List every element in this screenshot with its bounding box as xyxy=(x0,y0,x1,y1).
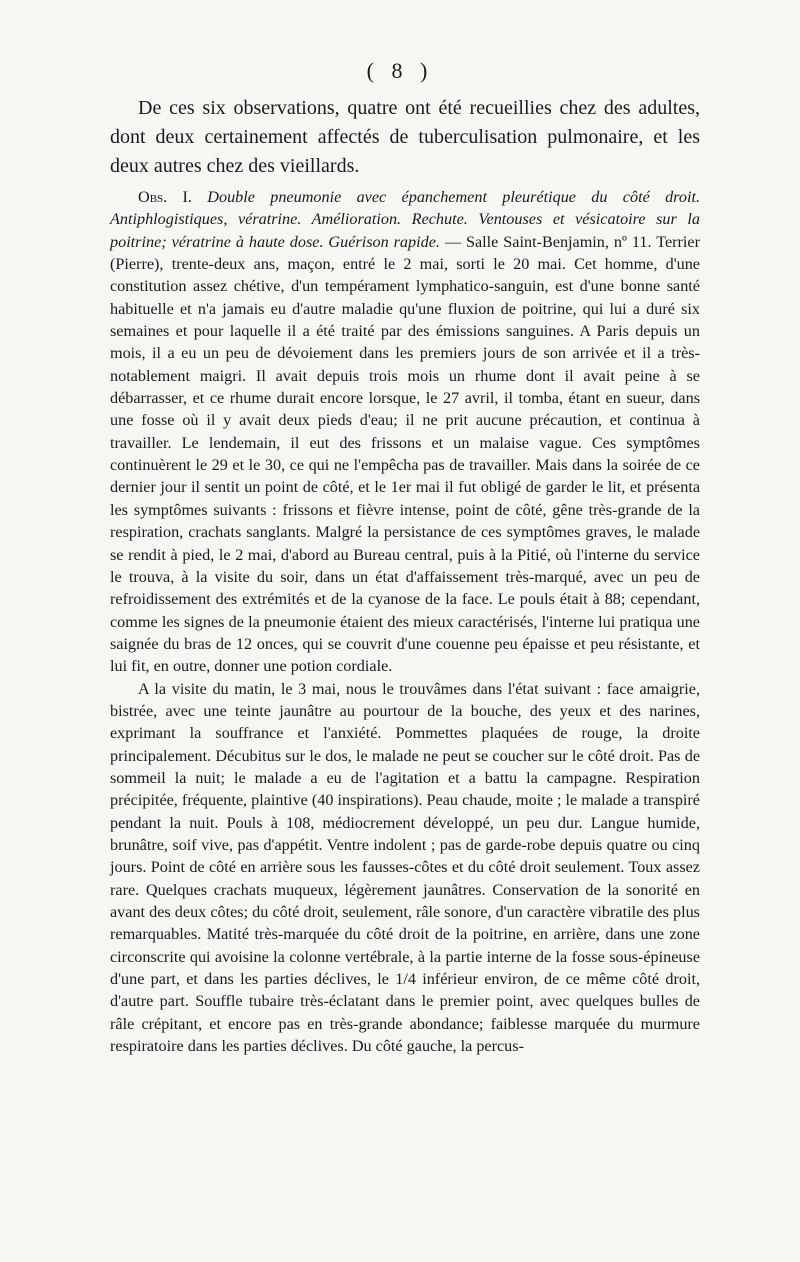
observation-text: — Salle Saint-Benjamin, nº 11. Terrier (Pierre), trente-deux ans, maçon, entré le 2 mai, sorti le 20 mai. Cet homme, d'une constitution assez chétive, d'un tempérament lymphatico-sanguin, est d'une bonne santé habituelle et n'a jamais eu d'autre maladie qu'une fluxion de poitrine, qui lui a duré six semaines et pour laquelle il a été traité par des émissions sanguines. A Paris depuis un mois, il a eu un peu de dévoiement dans les premiers jours de son arrivée et il a très-notablement maigri. Il avait depuis trois mois un rhume dont il avait peine à se débarrasser, et ce rhume durait encore lorsque, le 27 avril, il tomba, étant en sueur, dans une fosse où il y avait deux pieds d'eau; il ne prit aucune précaution, et continua à travailler. Le lendemain, il eut des frissons et un malaise vague. Ces symptômes continuèrent le 29 et le 30, ce qui ne l'empêcha pas de travailler. Mais dans la soirée de ce dernier jour il sentit un point de côté, et le 1er mai il fut obligé de garder le lit, et présenta les symptômes suivants : frissons et fièvre intense, point de côté, gêne très-grande de la respiration, crachats sanglants. Malgré la persistance de ces symptômes graves, le malade se rendit à pied, le 2 mai, d'abord au Bureau central, puis à la Pitié, où l'interne du service le trouva, à la visite du soir, dans un état d'affaissement très-marqué, avec un peu de refroidissement des extrémités et de la cyanose de la face. Le pouls était à 88; cependant, comme les signes de la pneumonie étaient des mieux caractérisés, l'interne lui pratiqua une saignée du bras de 12 onces, qui se couvrit d'une couenne peu épaisse et peu résistante, et lui fit, en outre, donner une potion cordiale. xyxy=(110,232,700,676)
paragraph-2 xyxy=(110,678,700,1058)
intro-paragraph xyxy=(110,94,700,181)
body-text xyxy=(110,186,700,1057)
observation-label: Obs. I. xyxy=(138,188,192,206)
observation-paragraph xyxy=(110,186,700,678)
intro-text: De ces six observations, quatre ont été recueillies chez des adultes, dont deux certainement affectés de tuberculisation pulmonaire, et les deux autres chez des vieillards. xyxy=(110,97,700,177)
observation-title: Double pneumonie avec épanchement pleurétique du côté droit. Antiphlogistiques, vératrine. Amélioration. Rechute. Ventouses et vésicatoire sur la poitrine; vératrine à haute dose. Guérison rapide. xyxy=(110,188,701,251)
page-number: ( 8 ) xyxy=(366,58,434,83)
paragraph-2-text: A la visite du matin, le 3 mai, nous le trouvâmes dans l'état suivant : face amaigrie, bistrée, avec une teinte jaunâtre au pourtour de la bouche, des yeux et des narines, exprimant la souffrance et l'anxiété. Pommettes plaquées de rouge, la droite principalement. Décubitus sur le dos, le malade ne peut se coucher sur le côté droit. Pas de sommeil la nuit; le malade a eu de l'agitation et a battu la campagne. Respiration précipitée, fréquente, plaintive (40 inspirations). Peau chaude, moite ; le malade a transpiré pendant la nuit. Pouls à 108, médiocrement développé, un peu dur. Langue humide, brunâtre, soif vive, pas d'appétit. Ventre indolent ; pas de garde-robe depuis quatre ou cinq jours. Point de côté en arrière sous les fausses-côtes et du côté droit seulement. Toux assez rare. Quelques crachats muqueux, légèrement jaunâtres. Conservation de la sonorité en avant des deux côtes; du côté droit, seulement, râle sonore, d'un caractère vibratile des plus remarquables. Matité très-marquée du côté droit de la poitrine, en arrière, dans une zone circonscrite qui avoisine la colonne vertébrale, à la partie interne de la fosse sous-épineuse d'une part, et dans les parties déclives, le 1/4 inférieur environ, de ce même côté droit, d'autre part. Souffle tubaire très-éclatant dans le premier point, avec quelques bulles de râle crépitant, et encore pas en très-grande abondance; faiblesse marquée du murmure respiratoire dans les parties déclives. Du côté gauche, la percus- xyxy=(110,679,700,1056)
